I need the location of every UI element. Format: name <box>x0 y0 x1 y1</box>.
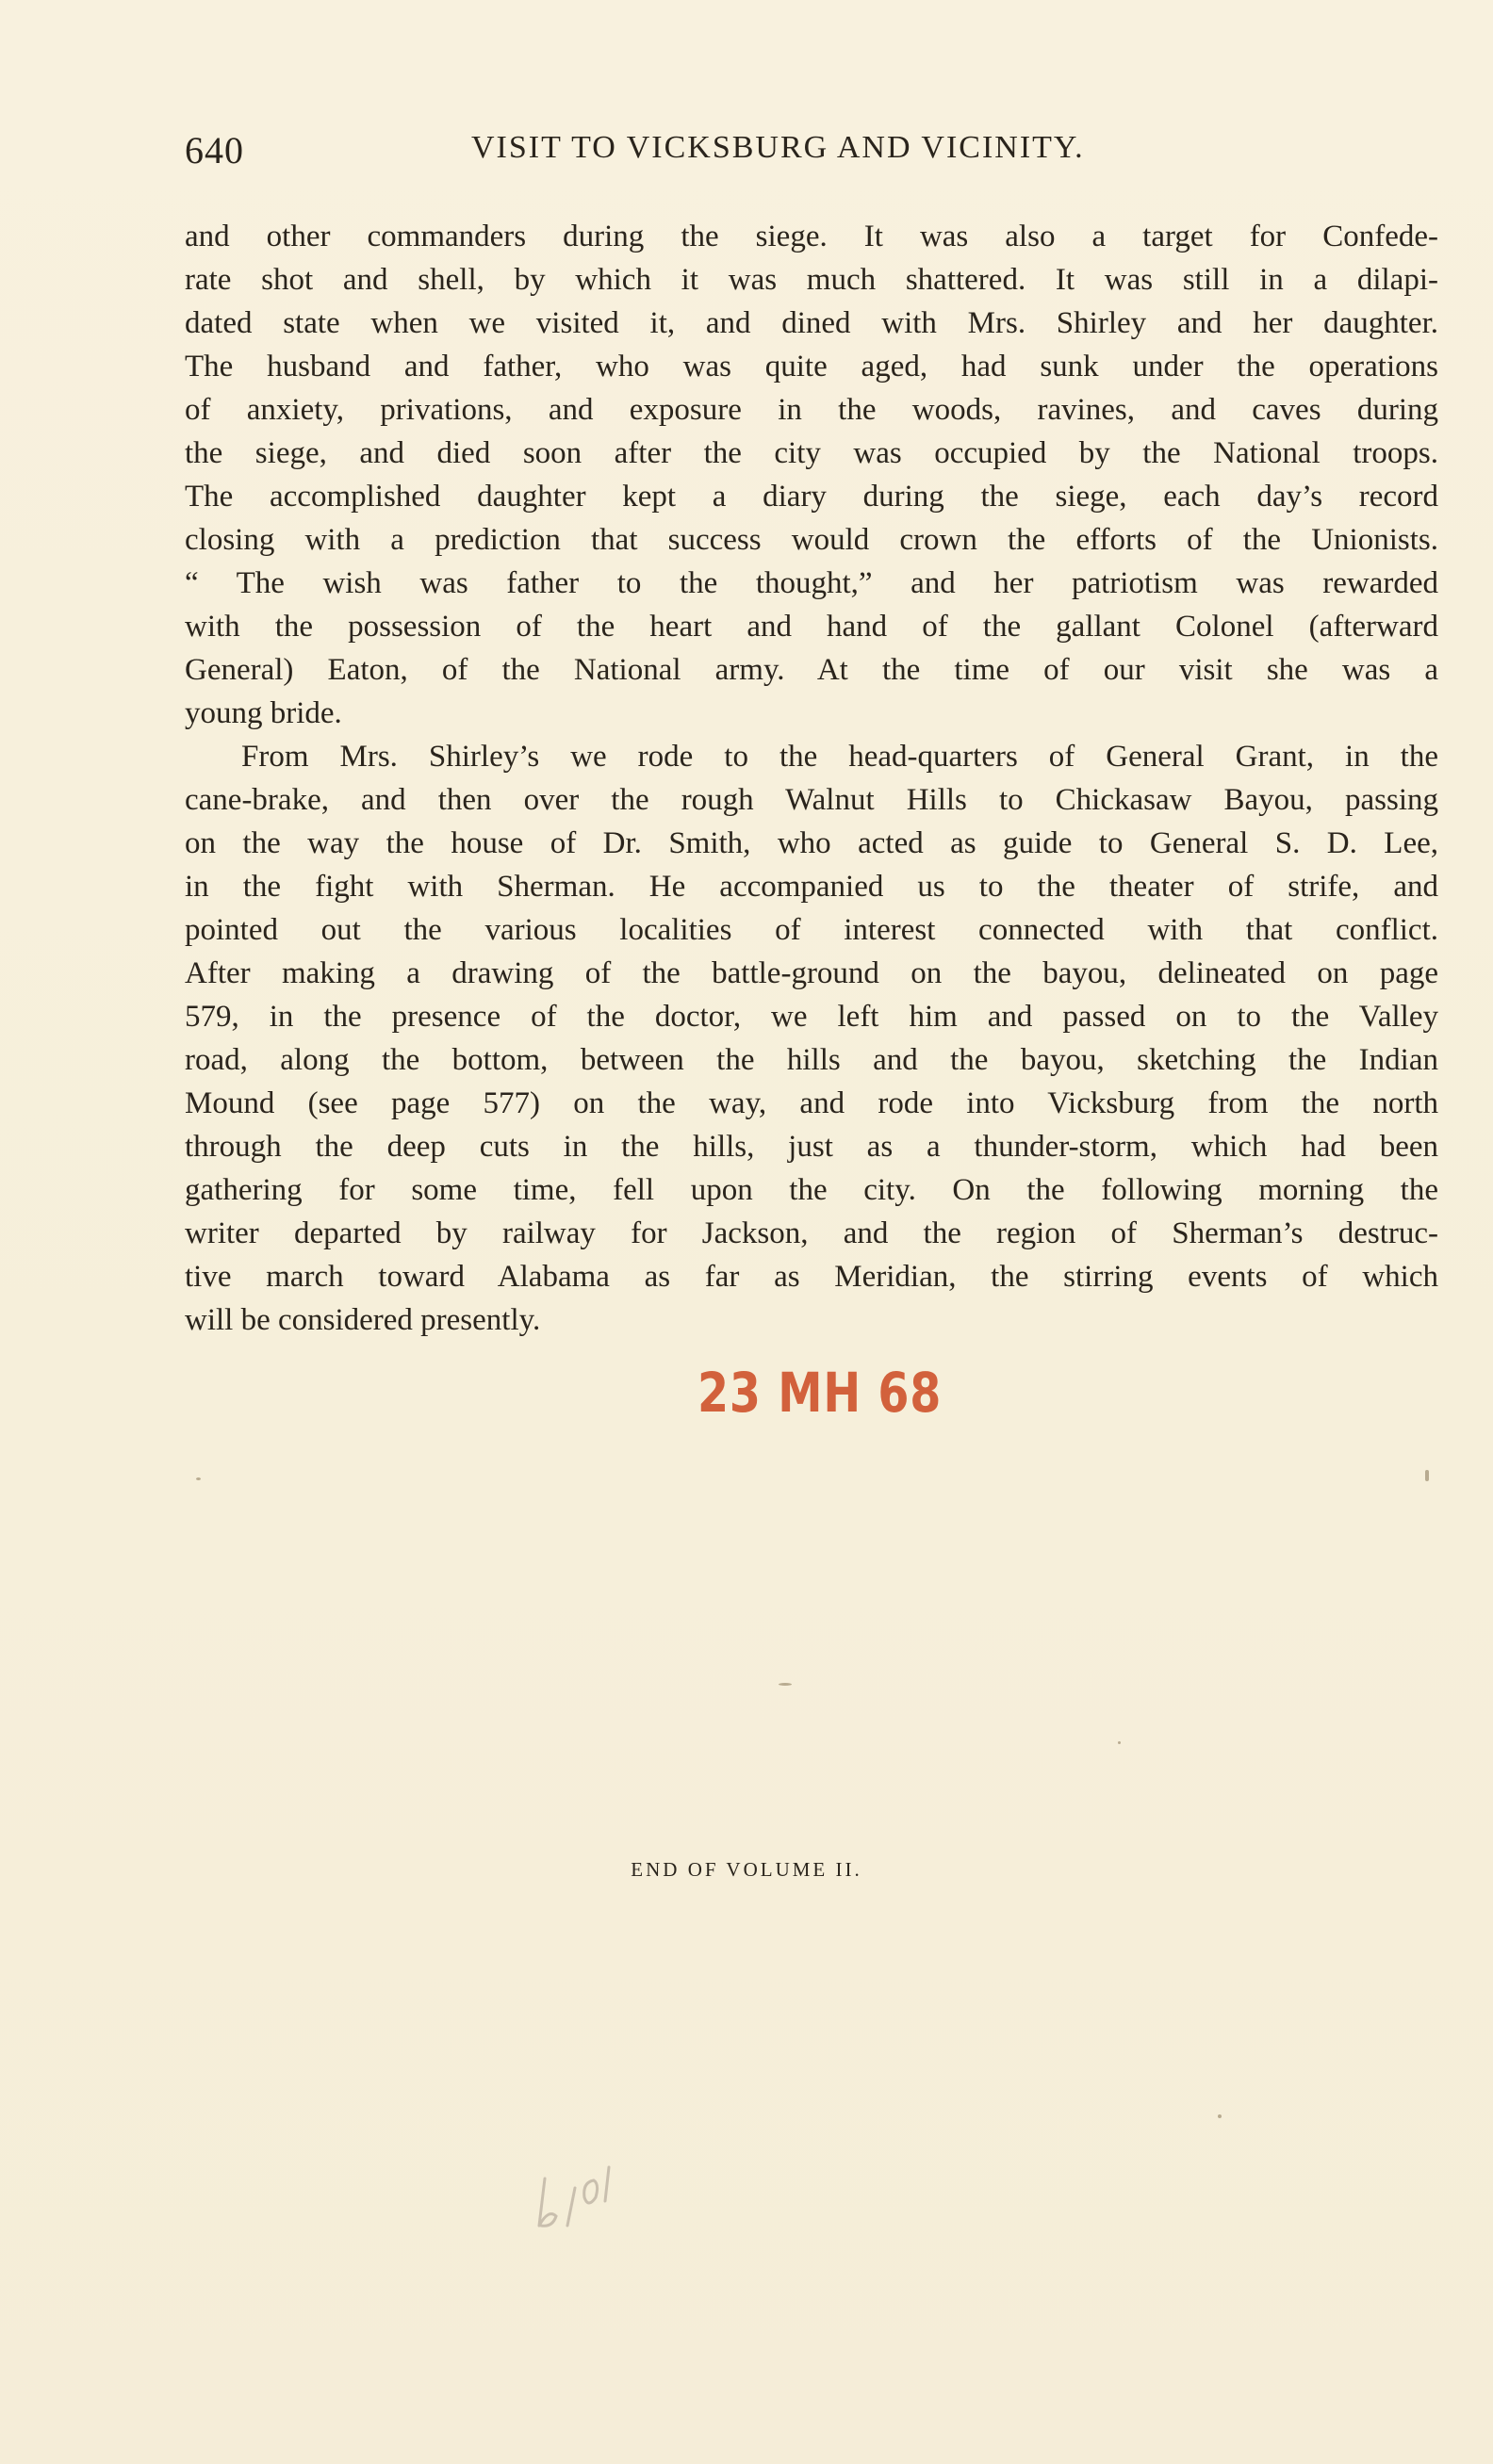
text-line: cane-brake, and then over the rough Walnut Hills to Chickasaw Bayou, passing <box>185 783 1438 817</box>
text-line: After making a drawing of the battle-ground on the bayou, delineated on page <box>185 956 1438 990</box>
text-line: From Mrs. Shirley’s we rode to the head-quarters of General Grant, in the <box>241 740 1438 774</box>
text-line: The accomplished daughter kept a diary during the siege, each day’s record <box>185 480 1438 514</box>
text-line: closing with a prediction that success would crown the efforts of the Unionists. <box>185 523 1438 557</box>
text-line: will be considered presently. <box>185 1303 541 1337</box>
text-line: and other commanders during the siege. It was also a target for Confede- <box>185 220 1438 253</box>
text-line: General) Eaton, of the National army. At the time of our visit she was a <box>185 653 1438 687</box>
text-line: through the deep cuts in the hills, just as a thunder-storm, which had been <box>185 1130 1438 1164</box>
text-line: rate shot and shell, by which it was much shattered. It was still in a dilapi- <box>185 263 1438 297</box>
text-line: The husband and father, who was quite aged, had sunk under the operations <box>185 350 1438 383</box>
text-line: in the fight with Sherman. He accompanied us to the theater of strife, and <box>185 870 1438 904</box>
text-line: dated state when we visited it, and dined with Mrs. Shirley and her daughter. <box>185 306 1438 340</box>
paper-speck <box>1118 1741 1121 1744</box>
body-text <box>185 215 1438 1342</box>
text-line: pointed out the various localities of interest connected with that conflict. <box>185 913 1438 947</box>
text-line: “ The wish was father to the thought,” and her patriotism was rewarded <box>185 566 1438 600</box>
text-line: gathering for some time, fell upon the city. On the following morning the <box>185 1173 1438 1207</box>
text-line: with the possession of the heart and hand of the gallant Colonel (afterward <box>185 610 1438 644</box>
text-line: young bride. <box>185 696 342 730</box>
end-of-volume-note: END OF VOLUME II. <box>631 1858 862 1881</box>
paper-speck <box>779 1683 792 1686</box>
pencil-mark <box>535 2160 620 2235</box>
text-line: tive march toward Alabama as far as Meridian, the stirring events of which <box>185 1260 1438 1294</box>
running-head <box>185 121 1165 177</box>
text-line: road, along the bottom, between the hills and the bayou, sketching the Indian <box>185 1043 1438 1077</box>
running-title: VISIT TO VICKSBURG AND VICINITY. <box>471 130 1085 165</box>
text-line: Mound (see page 577) on the way, and rode into Vicksburg from the north <box>185 1086 1438 1120</box>
paper-speck <box>196 1477 201 1480</box>
page-number: 640 <box>185 129 244 171</box>
library-date-stamp: 23 MH 68 <box>697 1361 943 1425</box>
text-line: on the way the house of Dr. Smith, who acted as guide to General S. D. Lee, <box>185 826 1438 860</box>
paper-speck <box>1425 1470 1429 1481</box>
text-line: writer departed by railway for Jackson, and the region of Sherman’s destruc- <box>185 1216 1438 1250</box>
text-line: 579, in the presence of the doctor, we left him and passed on to the Valley <box>185 1000 1438 1034</box>
paper-speck <box>1218 2114 1222 2118</box>
text-line: of anxiety, privations, and exposure in the woods, ravines, and caves during <box>185 393 1438 427</box>
text-line: the siege, and died soon after the city was occupied by the National troops. <box>185 436 1438 470</box>
